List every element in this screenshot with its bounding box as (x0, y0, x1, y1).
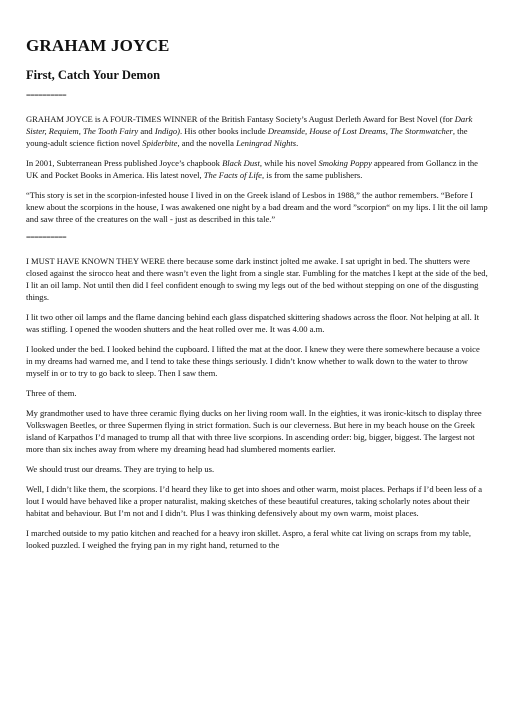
author-name: GRAHAM JOYCE (26, 36, 170, 55)
story-paragraph: I lit two other oil lamps and the flame dancing behind each glass dispatched skittering shadows across the floor. Not helping at all. It was stifling. I opened the wooden shutters and the heat rolled over me. It was 4.00 a.m. (26, 312, 480, 334)
book-title: The Facts of Life (203, 170, 262, 180)
story-paragraph: I looked under the bed. I looked behind the cupboard. I lifted the mat at the door. I knew they were there somewhere because a voice in my dreams had warned me, and I tend to take these things seriously. I didn’t know whether to walk down to the water to throw myself in or to try to go back to sleep. Then I saw them. (26, 344, 480, 378)
book-title: Indigo) (154, 126, 181, 136)
separator-rule: ========== (26, 91, 67, 100)
intro-paragraph: In 2001, Subterranean Press published Joyce’s chapbook Black Dust, while his novel Smoking Poppy appeared from Gollancz in the UK and Pocket Books in America. His latest novel, The Facts of Life, is from the same publishers. (26, 158, 478, 180)
story-paragraph: My grandmother used to have three ceramic flying ducks on her living room wall. In the eighties, it was ironic-kitsch to display three Volkswagen Beetles, or three Supermen flying in strict formation. Such is our cleverness. But here in my beach house on the Greek island of Karpathos I’d managed to trump all that with three live scorpions. In ascending order: big, bigger, biggest. The largest not more than six inches away from where my dreaming head had slumbered moments earlier. (26, 408, 482, 454)
document-page (26, 36, 488, 559)
story-paragraph: We should trust our dreams. They are trying to help us. (26, 464, 215, 474)
book-title: Dark Sister, Requiem, The Tooth Fairy (26, 114, 473, 136)
story-paragraph: Three of them. (26, 388, 77, 398)
book-title: Dreamside, House of Lost Dreams, The Stormwatcher (267, 126, 453, 136)
intro-paragraph: GRAHAM JOYCE is A FOUR-TIMES WINNER of the British Fantasy Society’s August Derleth Award for Best Novel (for Dark Sister, Requiem, The Tooth Fairy and Indigo). His other books include Dreamside, House of Lost Dreams, The Stormwatcher, the young-adult science fiction novel Spiderbite, and the novella Leningrad Nights. (26, 114, 473, 148)
story-paragraph: I MUST HAVE KNOWN THEY WERE there because some dark instinct jolted me awake. I sat upright in bed. The shutters were closed against the sirocco heat and there wasn’t even the light from a single star. Fumbling for the matches I kept at the side of the bed, I lit an oil lamp. Not until then did I feel confident enough to swing my legs out of the bed without stepping on one of the disgusting things. (26, 256, 488, 302)
story-title: First, Catch Your Demon (26, 68, 161, 82)
book-title: Smoking Poppy (318, 158, 372, 168)
separator-rule: ========== (26, 233, 67, 242)
book-title: Spiderbite (142, 138, 178, 148)
book-title: Black Dust (222, 158, 260, 168)
intro-paragraph-quote: “This story is set in the scorpion-infested house I lived in on the Greek island of Lesbos in 1988,” the author remembers. “Before I knew about the scorpions in the house, I was awakened one night by a bad dream and the word ”scorpion“ on my lips. I lit the oil lamp and saw three of the creatures on the wall - just as described in this tale.” (26, 190, 488, 224)
story-paragraph: Well, I didn’t like them, the scorpions. I’d heard they like to get into shoes and other warm, moist places. Perhaps if I’d been less of a lout I would have behaved like a proper naturalist, making sketches of these beautiful creatures, taking scholarly notes about their habitat and behaviour. But I’m not and I didn’t. Plus I was thinking defensively about my own warm, moist places. (26, 484, 483, 518)
story-paragraph: I marched outside to my patio kitchen and reached for a heavy iron skillet. Aspro, a feral white cat living on scraps from my table, looked puzzled. I weighed the frying pan in my right hand, returned to the (26, 528, 472, 550)
book-title: Leningrad Nights (236, 138, 297, 148)
intro-text-1: GRAHAM JOYCE is A FOUR-TIMES WINNER of the British Fantasy Society’s August Derleth Award for Best Novel (for (26, 114, 455, 124)
